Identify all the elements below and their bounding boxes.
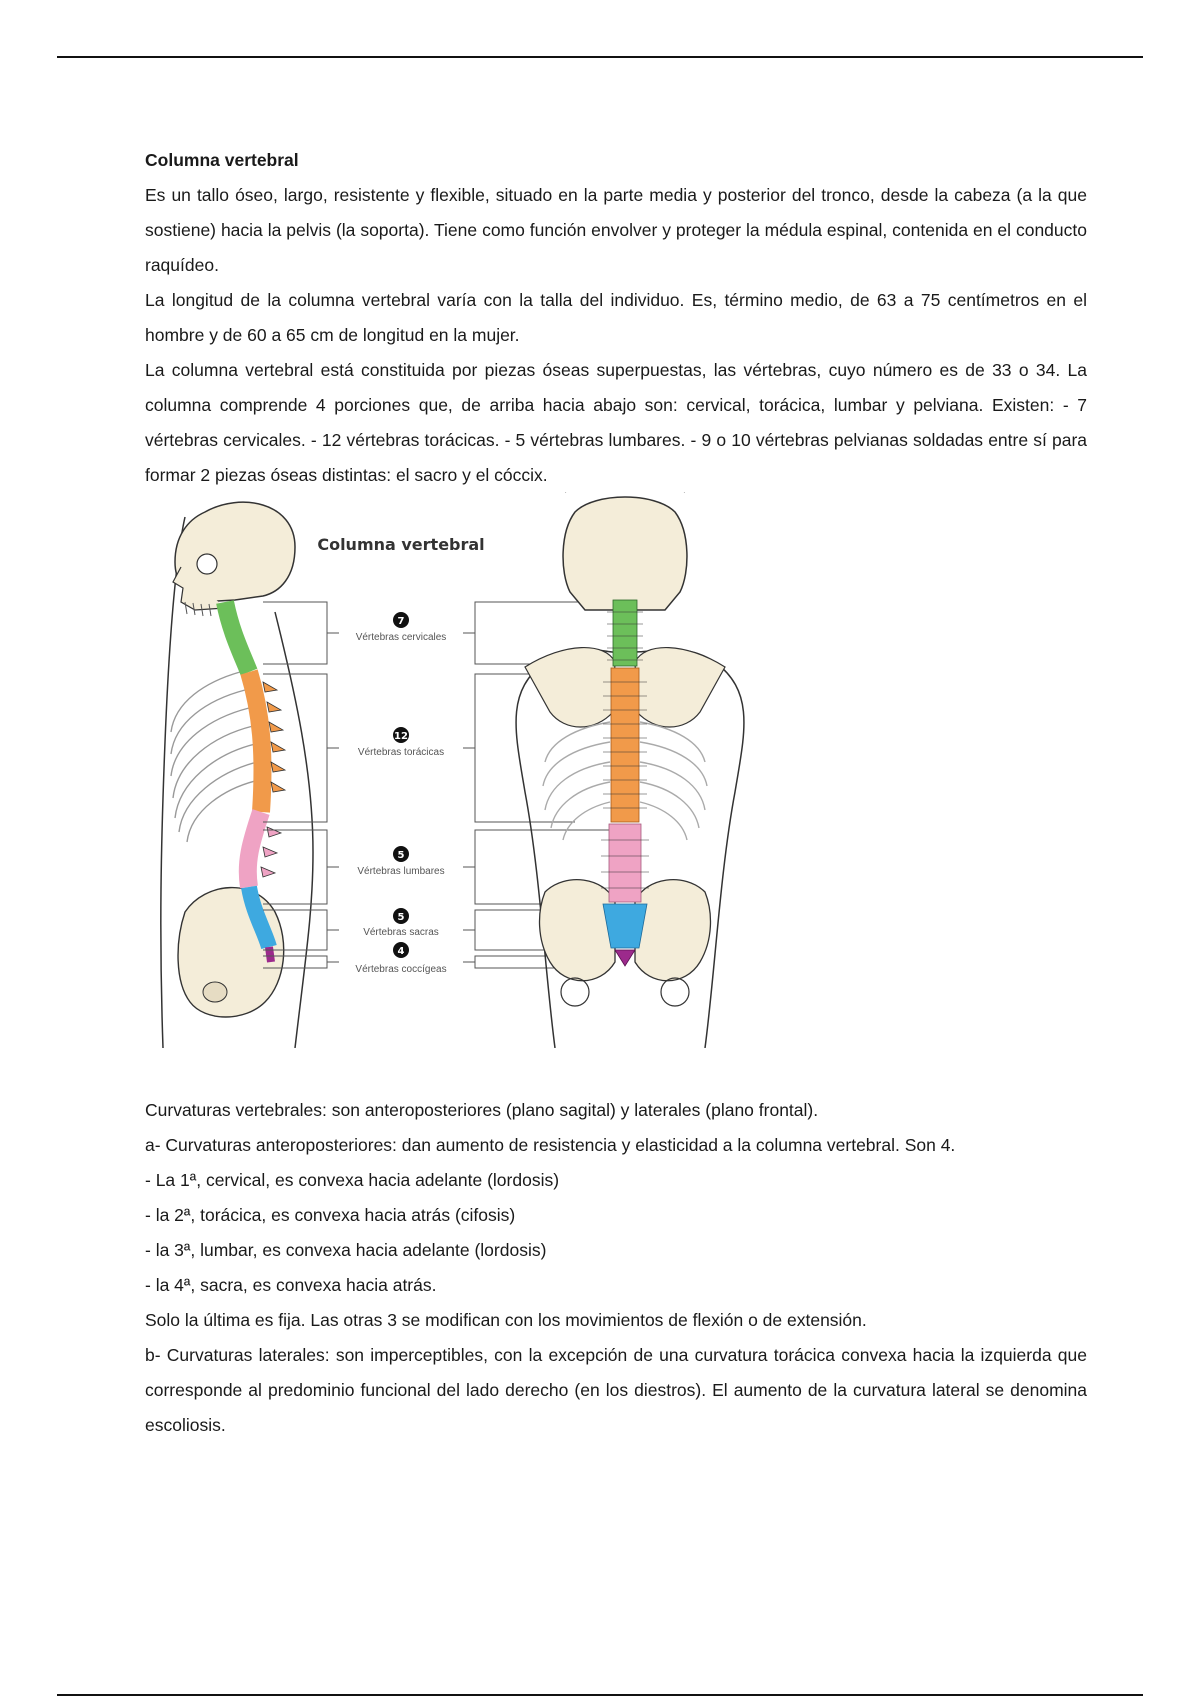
spine-figure [145, 492, 797, 1048]
intro-paragraph-1: Es un tallo óseo, largo, resistente y flexible, situado en la parte media y posterior del tronco, desde la cabeza (a la que sostiene) hacia la pelvis (la soporta). Tiene como función envolver y proteger la médula espinal, contenida en el conducto raquídeo. [145, 185, 1087, 275]
posterior-view [516, 492, 744, 1048]
coccygeal-label: Vértebras coccígeas [355, 964, 447, 975]
thoracic-label: Vértebras torácicas [357, 747, 445, 758]
intro-paragraph-3: La columna vertebral está constituida por piezas óseas superpuestas, las vértebras, cuyo número es de 33 o 34. La columna comprende 4 porciones que, de arriba hacia abajo son: cervical, torácica, lumbar y pelviana. Existen: - 7 vértebras cervicales. - 12 vértebras torácicas. - 5 vértebras lumbares. - 9 o 10 vértebras pelvianas soldadas entre sí para formar 2 piezas óseas distintas: el sacro y el cóccix. [145, 360, 1087, 485]
curvature-item-1: - La 1ª, cervical, es convexa hacia adelante (lordosis) [145, 1170, 560, 1190]
thoracic-count: 12 [394, 731, 408, 742]
sacral-count: 5 [397, 912, 405, 923]
region-sacral [363, 908, 439, 938]
curvature-item-2: - la 2ª, torácica, es convexa hacia atrás (cifosis) [145, 1205, 516, 1225]
lateral-view [161, 502, 313, 1048]
top-rule [57, 56, 1143, 58]
spine-illustration [145, 492, 797, 1048]
intro-section [145, 143, 1087, 493]
region-cervical [356, 612, 447, 643]
curvatures-section [145, 1093, 1087, 1443]
curvatures-anteroposterior: a- Curvaturas anteroposteriores: dan aumento de resistencia y elasticidad a la columna vertebral. Son 4. [145, 1135, 956, 1155]
sacral-label: Vértebras sacras [363, 927, 439, 938]
curvatures-intro: Curvaturas vertebrales: son anteroposteriores (plano sagital) y laterales (plano frontal). [145, 1100, 819, 1120]
intro-paragraph-2: La longitud de la columna vertebral varía con la talla del individuo. Es, término medio, de 63 a 75 centímetros en el hombre y de 60 a 65 cm de longitud en la mujer. [145, 290, 1087, 345]
lumbar-label: Vértebras lumbares [357, 866, 445, 877]
coccygeal-count: 4 [397, 946, 405, 957]
region-thoracic [358, 727, 444, 758]
region-coccygeal [355, 942, 446, 975]
cervical-label: Vértebras cervicales [355, 632, 447, 643]
region-lumbar [357, 846, 444, 877]
bottom-rule [57, 1694, 1143, 1696]
curvatures-note: Solo la última es fija. Las otras 3 se modifican con los movimientos de flexión o de extensión. [145, 1310, 867, 1330]
curvatures-lateral: b- Curvaturas laterales: son imperceptibles, con la excepción de una curvatura torácica convexa hacia la izquierda que corresponde al predominio funcional del lado derecho (en los diestros). El aumento de la curvatura lateral se denomina escoliosis. [145, 1345, 1087, 1435]
figure-title: Columna vertebral [317, 535, 485, 554]
cervical-count: 7 [397, 616, 405, 627]
section-title: Columna vertebral [145, 150, 299, 170]
curvature-item-3: - la 3ª, lumbar, es convexa hacia adelante (lordosis) [145, 1240, 547, 1260]
curvature-item-4: - la 4ª, sacra, es convexa hacia atrás. [145, 1275, 437, 1295]
lumbar-count: 5 [397, 850, 405, 861]
